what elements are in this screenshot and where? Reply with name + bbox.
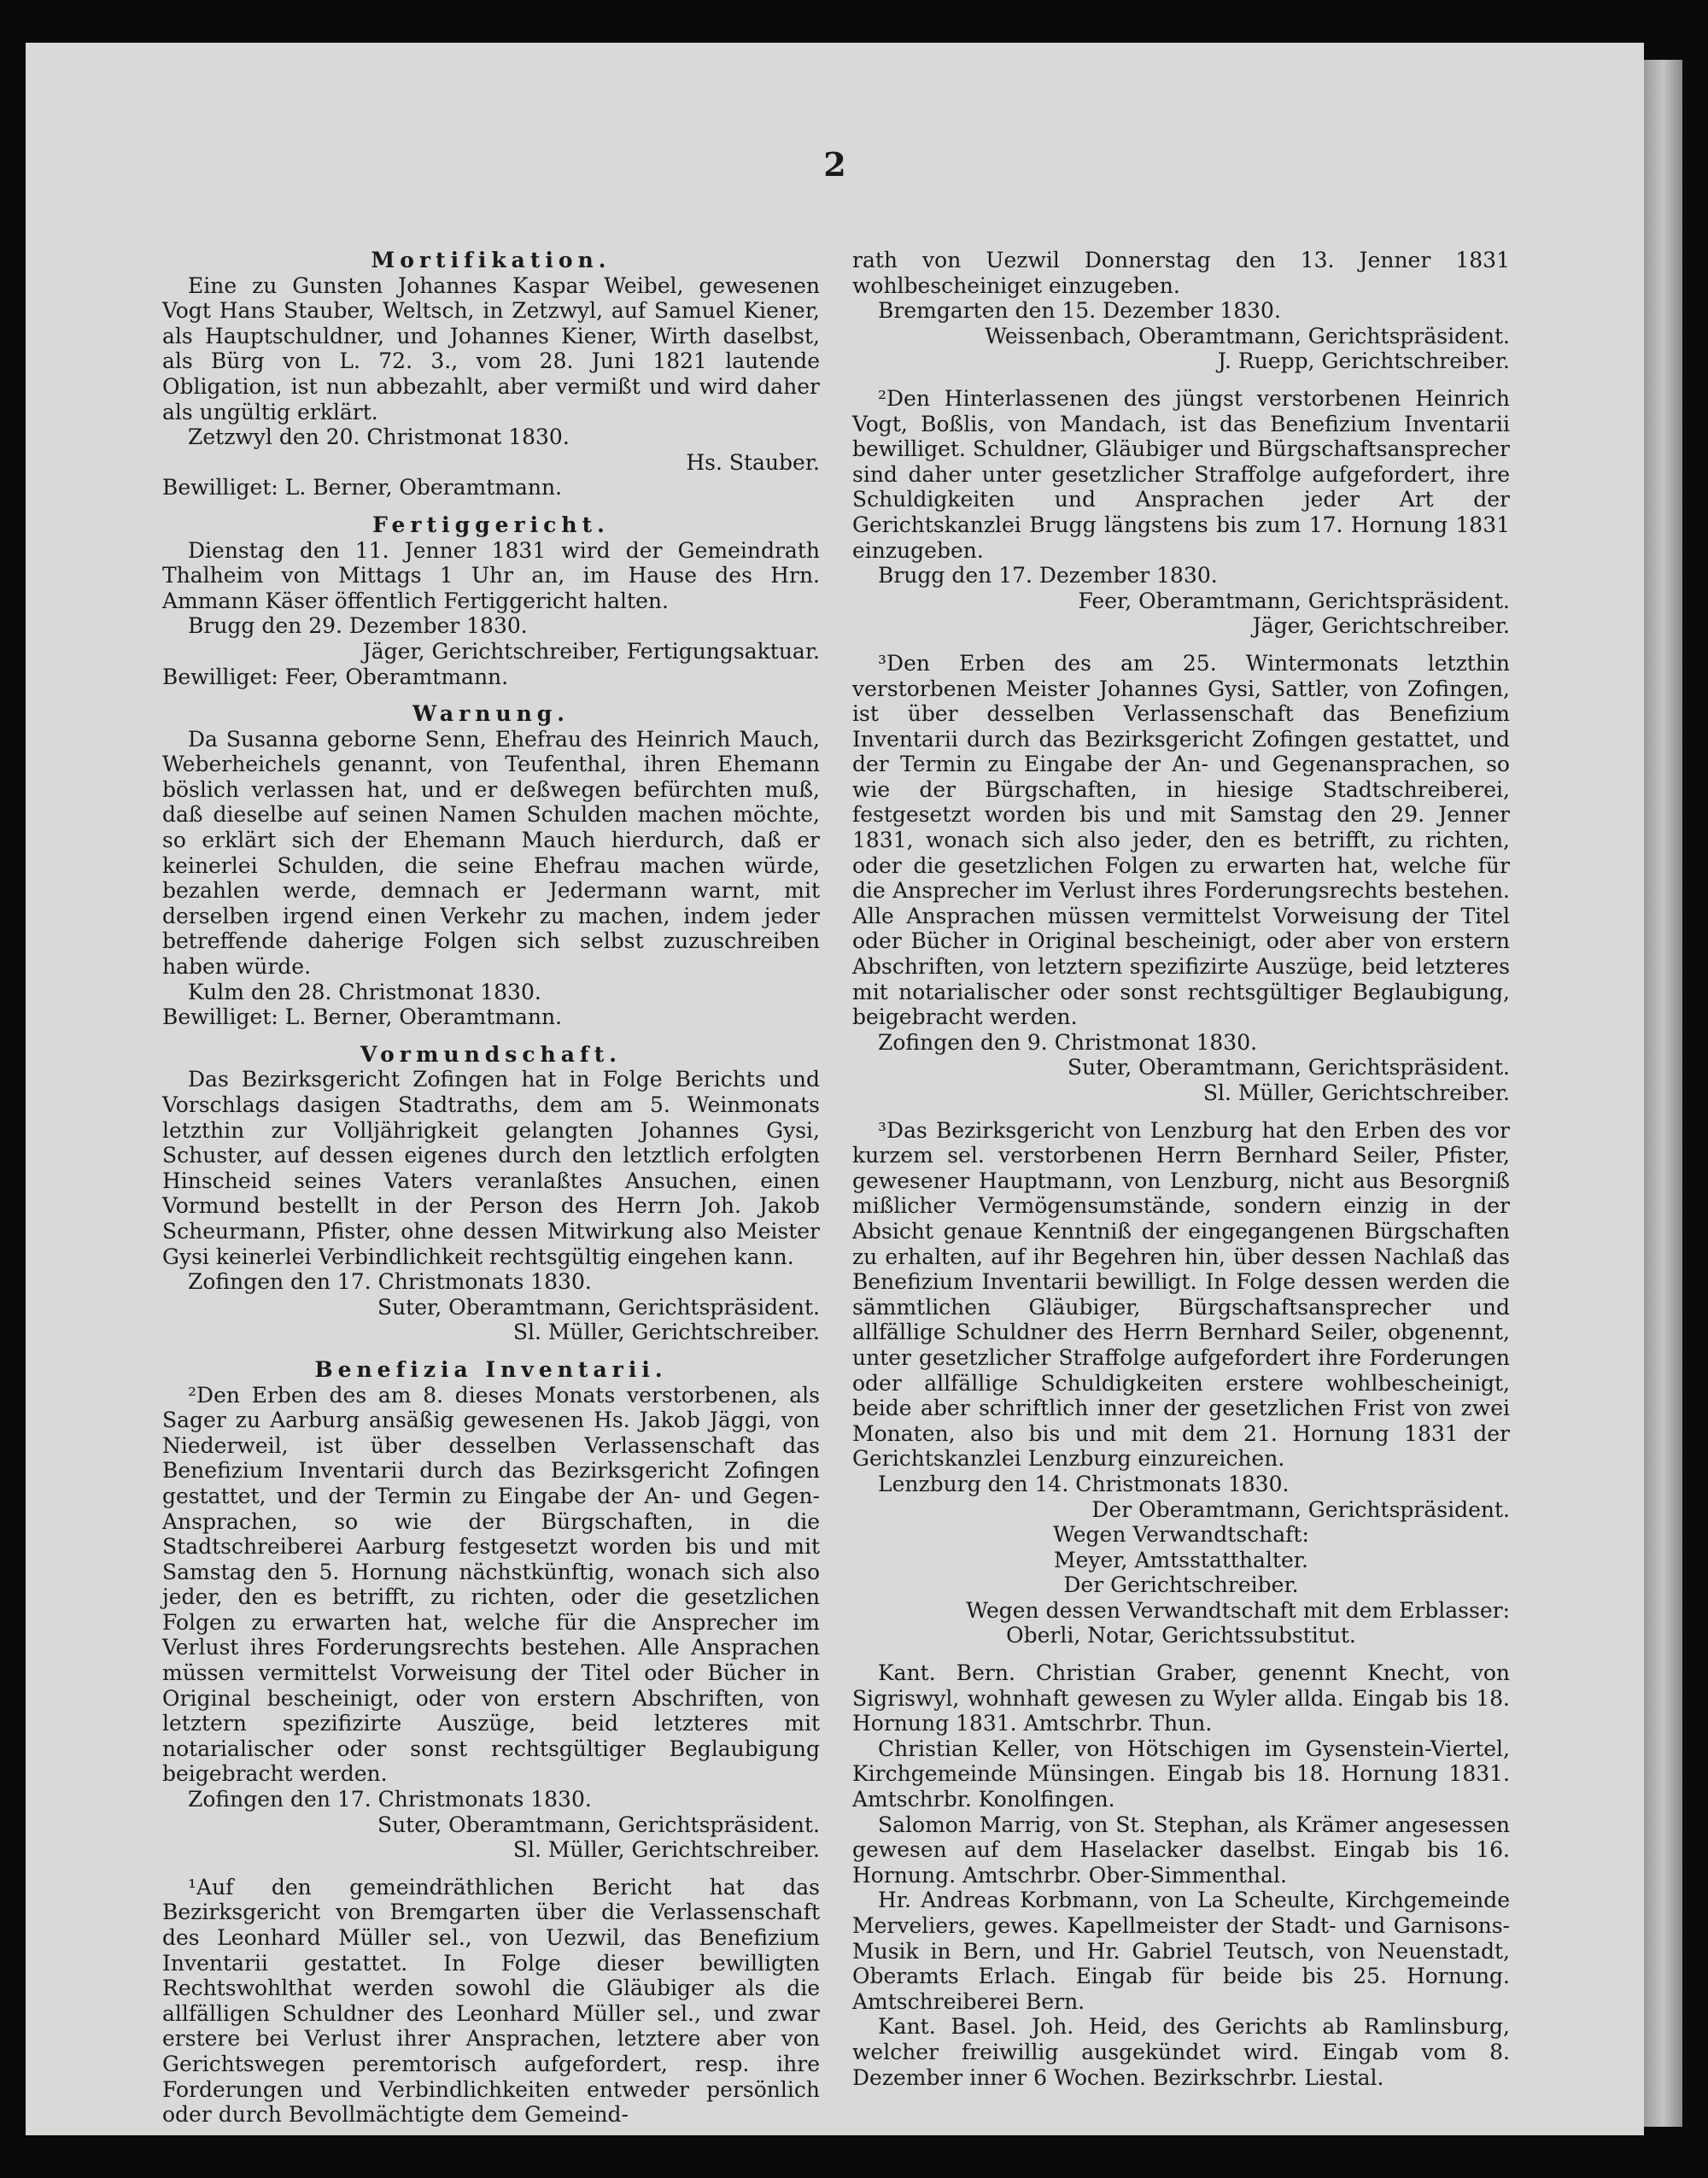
fertiggericht-signature: Jäger, Gerichtschreiber, Fertigungsaktuar. [362,638,820,664]
notice-4-signature-2: Sl. Müller, Gerichtschreiber. [1202,1080,1510,1105]
notice-5-signature-3: Meyer, Amtsstatthalter. [1054,1547,1308,1572]
vormundschaft-dateline: Zofingen den 17. Christmonats 1830. [188,1269,592,1295]
fertiggericht-body: Dienstag den 11. Jenner 1831 wird der Gemeindrath Thalheim von Mittags 1 Uhr an, im Hause des Hrn. Ammann Käser öffentlich Fertiggericht halten. [162,537,820,613]
notice-3-body: ²Den Hinterlassenen des jüngst verstorbenen Heinrich Vogt, Boßlis, von Mandach, ist das Benefizium Inventarii bewilliget. Schuldner, Gläubiger und Bürgschaftsansprecher sind daher unter gesetzlicher Straffolge aufgefordert, ihre Schuldigkeiten und Ansprachen jeder Art der Gerichtskanzlei Brugg längstens bis zum 17. Hornung 1831 einzugeben. [852,385,1510,563]
mortifikation-approved: Bewilliget: L. Berner, Oberamtmann. [162,475,563,501]
notice-2-end-body: rath von Uezwil Donnerstag den 13. Jenner 1831 wohlbescheiniget einzugeben. [852,248,1510,298]
left-column [162,248,820,2128]
vormundschaft-signature-2: Sl. Müller, Gerichtschreiber. [512,1320,820,1345]
benefizia-heading: Benefizia Inventarii. [314,1356,668,1382]
notice-5-signature-2: Wegen Verwandtschaft: [1053,1522,1309,1548]
mortifikation-body: Eine zu Gunsten Johannes Kaspar Weibel, gewesenen Vogt Hans Stauber, Weltsch, in Zetzwyl, auf Samuel Kiener, als Hauptschuldner, und Johannes Kiener, Wirth daselbst, als Bürg von L. 72. 3., vom 28. Juni 1821 lautende Obligation, ist nun abbezahlt, aber vermißt und wird daher als ungültig erklärt. [162,272,820,424]
warnung-body: Da Susanna geborne Senn, Ehefrau des Heinrich Mauch, Weberheichels genannt, von Teufenthal, ihren Ehemann böslich verlassen hat, und er deßwegen befürchten muß, daß dieselbe auf seinen Namen Schulden machen möchte, so erklärt sich der Ehemann Mauch hierdurch, daß er keinerlei Schulden, die seine Ehefrau machen würde, bezahlen werde, demnach er Jedermann warnt, mit derselben irgend einen Verkehr zu machen, indem jeder betreffende daherige Folgen sich selbst zuzuschreiben haben würde. [162,726,820,980]
fertiggericht-approved: Bewilliget: Feer, Oberamtmann. [162,664,509,689]
notice-3-signature-1: Feer, Oberamtmann, Gerichtspräsident. [1078,588,1510,613]
notice-2-end-signature-1: Weissenbach, Oberamtmann, Gerichtspräsident. [985,323,1510,348]
notice-5-body: ³Das Bezirksgericht von Lenzburg hat den Erben des vor kurzem sel. verstorbenen Herrn Bernhard Seiler, Pfister, gewesener Hauptmann, von Lenzburg, nicht aus Besorgniß mißlicher Vermögensumstände, sondern einzig in der Absicht genaue Kenntniß der eingegangenen Bürgschaften zu erhalten, auf ihr Begehren hin, über dessen Nachlaß das Benefizium Inventarii bewilligt. In Folge dessen werden die sämmtlichen Gläubiger, Bürgschaftsansprecher und allfällige Schuldner des Herrn Bernhard Seiler, obgenennt, unter gesetzlicher Straffolge aufgefordert ihre Forderungen oder allfällige Schuldigkeiten erstere wohlbescheinigt, beide aber schriftlich inner der gesetzlichen Frist von zwei Monaten, also bis und mit dem 21. Hornung 1831 der Gerichtskanzlei Lenzburg einzureichen. [852,1117,1510,1472]
newspaper-page [26,43,1644,2135]
warnung-approved: Bewilliget: L. Berner, Oberamtmann. [162,1004,563,1030]
warnung-heading: Warnung. [412,701,570,727]
warnung-dateline: Kulm den 28. Christmonat 1830. [188,979,541,1004]
kanton-bern-entry-1: Kant. Bern. Christian Graber, genennt Knecht, von Sigriswyl, wohnhaft gewesen zu Wyler allda. Eingab bis 18. Hornung 1831. Amtschrbr. Thun. [852,1660,1510,1736]
vormundschaft-body: Das Bezirksgericht Zofingen hat in Folge Berichts und Vorschlags dasigen Stadtraths, dem am 5. Weinmonats letzthin zur Volljährigkeit gelangten Johannes Gysi, Schuster, auf dessen eigenes durch den letztlich erfolgten Hinscheid seines Vaters veranlaßtes Ansuchen, einen Vormund bestellt in der Person des Herrn Joh. Jakob Scheurmann, Pfister, ohne dessen Mitwirkung also Meister Gysi keinerlei Verbindlichkeit rechtsgültig eingehen kann. [162,1067,820,1269]
notice-2-end-signature-2: J. Ruepp, Gerichtschreiber. [1217,348,1510,374]
notice-3-signature-2: Jäger, Gerichtschreiber. [1252,613,1510,639]
mortifikation-dateline: Zetzwyl den 20. Christmonat 1830. [188,424,570,450]
notice-3-dateline: Brugg den 17. Dezember 1830. [878,563,1218,588]
fertiggericht-heading: Fertiggericht. [372,512,610,537]
notice-5-signature-5: Wegen dessen Verwandtschaft mit dem Erblasser: [966,1597,1510,1623]
page-number: 2 [823,145,846,184]
benefizia-notice-2-start: ¹Auf den gemeindräthlichen Bericht hat das Bezirksgericht von Bremgarten über die Verlassenschaft des Leonhard Müller sel., von Uezwil, das Benefizium Inventarii gestattet. In Folge dieser bewilligten Rechtswohlthat werden sowohl die Gläubiger als die allfälligen Schuldner des Leonhard Müller sel., und zwar erstere bei Verlust ihrer Ansprachen, letztere aber von Gerichtswegen peremtorisch aufgefordert, resp. ihre Forderungen und Verbindlichkeiten entweder persönlich oder durch Bevollmächtigte dem Gemeind- [162,1874,820,2128]
mortifikation-signature: Hs. Stauber. [686,449,820,475]
notice-4-signature-1: Suter, Oberamtmann, Gerichtspräsident. [1067,1055,1510,1080]
notice-5-signature-6: Oberli, Notar, Gerichtssubstitut. [1006,1623,1356,1648]
fertiggericht-dateline: Brugg den 29. Dezember 1830. [188,613,528,639]
vormundschaft-heading: Vormundschaft. [360,1041,622,1067]
kanton-basel-entry: Kant. Basel. Joh. Heid, des Gerichts ab Ramlinsburg, welcher freiwillig ausgekündet wird. Eingab vom 8. Dezember inner 6 Wochen. Bezirkschrbr. Liestal. [852,2014,1510,2090]
benefizia-notice-1-dateline: Zofingen den 17. Christmonats 1830. [188,1787,592,1812]
kanton-bern-entry-2: Christian Keller, von Hötschigen im Gysenstein-Viertel, Kirchgemeinde Münsingen. Eingab bis 18. Hornung 1831. Amtschrbr. Konolfingen. [852,1736,1510,1812]
kanton-bern-entry-3: Salomon Marrig, von St. Stephan, als Krämer angesessen gewesen auf dem Haselacker daselbst. Eingab bis 16. Hornung. Amtschrbr. Ober-Simmenthal. [852,1812,1510,1888]
notice-4-body: ³Den Erben des am 25. Wintermonats letzthin verstorbenen Meister Johannes Gysi, Sattler, von Zofingen, ist über desselben Verlassenschaft das Benefizium Inventarii durch das Bezirksgericht Zofingen gestattet, und der Termin zu Eingabe der An- und Gegenansprachen, so wie der Bürgschaften, in hiesige Stadtschreiberei, festgesetzt worden bis und mit Samstag den 29. Jenner 1831, wonach sich also jeder, den es betrifft, zu richten, oder die gesetzlichen Folgen zu erwarten hat, welche für die Ansprecher im Verlust ihres Forderungsrechts bestehen. Alle Ansprachen müssen vermittelst Vorweisung der Titel oder Bücher in Original bescheinigt, oder aber von erstern Abschriften, von letztern spezifizirte Auszüge, beid letzteres mit notarialischer oder sonst rechtsgültiger Beglaubigung, beigebracht werden. [852,650,1510,1030]
benefizia-notice-1-signature-1: Suter, Oberamtmann, Gerichtspräsident. [377,1812,820,1837]
notice-5-dateline: Lenzburg den 14. Christmonats 1830. [878,1471,1290,1496]
benefizia-notice-1-signature-2: Sl. Müller, Gerichtschreiber. [512,1837,820,1863]
vormundschaft-signature-1: Suter, Oberamtmann, Gerichtspräsident. [377,1294,820,1320]
page-edge [1644,60,1682,2127]
right-column [852,248,1510,2090]
notice-4-dateline: Zofingen den 9. Christmonat 1830. [878,1029,1258,1055]
notice-5-signature-4: Der Gerichtschreiber. [1063,1572,1299,1598]
notice-5-signature-1: Der Oberamtmann, Gerichtspräsident. [1091,1496,1510,1522]
benefizia-notice-1-body: ²Den Erben des am 8. dieses Monats verstorbenen, als Sager zu Aarburg ansäßig gewesenen Hs. Jakob Jäggi, von Niederweil, ist über desselben Verlassenschaft das Benefizium Inventarii durch das Bezirksgericht Zofingen gestattet, und der Termin zu Eingabe der An- und Gegen-Ansprachen, so wie der Bürgschaften, in die Stadtschreiberei Aarburg festgesetzt worden bis und mit Samstag den 5. Hornung nächstkünftig, wonach sich also jeder, den es betrifft, zu richten, oder die gesetzlichen Folgen zu erwarten hat, welche für die Ansprecher im Verlust ihres Forderungsrechts bestehen. Alle Ansprachen müssen vermittelst Vorweisung der Titel oder Bücher in Original bescheinigt, oder von erstern Abschriften, von letztern spezifizirte Auszüge, beid letzteres mit notarialischer oder sonst rechtsgültiger Beglaubigung beigebracht werden. [162,1382,820,1787]
notice-2-end-dateline: Bremgarten den 15. Dezember 1830. [878,298,1281,324]
kanton-bern-entry-4: Hr. Andreas Korbmann, von La Scheulte, Kirchgemeinde Merveliers, gewes. Kapellmeister der Stadt- und Garnisons-Musik in Bern, und Hr. Gabriel Teutsch, von Neuenstadt, Oberamts Erlach. Eingab für beide bis 25. Hornung. Amtschreiberei Bern. [852,1888,1510,2014]
mortifikation-heading: Mortifikation. [371,248,611,272]
